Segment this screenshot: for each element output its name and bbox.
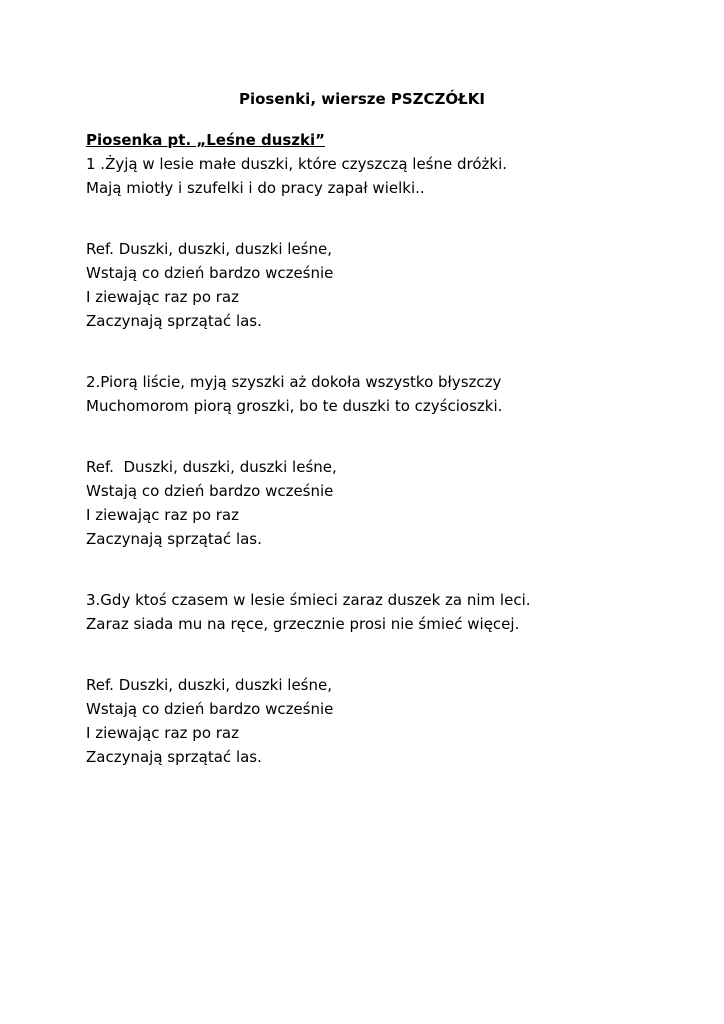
stanza-line: I ziewając raz po raz [86,724,239,742]
stanza-gap [86,333,686,370]
stanza-line: 3.Gdy ktoś czasem w lesie śmieci zaraz duszek za nim leci. [86,591,531,609]
stanza-line: Ref. Duszki, duszki, duszki leśne, [86,458,337,476]
stanza-gap [86,200,686,237]
stanza-line: Wstają co dzień bardzo wcześnie [86,482,334,500]
stanza-gap [86,418,686,455]
stanza-line: Ref. Duszki, duszki, duszki leśne, [86,240,332,258]
stanza-gap [86,551,686,588]
song-title: Piosenka pt. „Leśne duszki” [86,131,326,149]
document-title: Piosenki, wiersze PSZCZÓŁKI [238,90,486,108]
stanza-line: Wstają co dzień bardzo wcześnie [86,264,334,282]
song-content [86,128,686,769]
stanza-line: I ziewając raz po raz [86,506,239,524]
stanza-line: Muchomorom piorą groszki, bo te duszki to czyścioszki. [86,397,503,415]
refrain-1 [86,237,686,333]
refrain-2 [86,455,686,551]
stanza-line: Zaczynają sprzątać las. [86,312,262,330]
stanza-line: Ref. Duszki, duszki, duszki leśne, [86,676,332,694]
refrain-3 [86,673,686,769]
stanza-1 [86,152,686,200]
stanza-line: Mają miotły i szufelki i do pracy zapał wielki.. [86,179,425,197]
stanza-line: 1 .Żyją w lesie małe duszki, które czyszczą leśne dróżki. [86,155,508,173]
stanza-line: 2.Piorą liście, myją szyszki aż dokoła wszystko błyszczy [86,373,502,391]
stanza-line: Zaraz siada mu na ręce, grzecznie prosi nie śmieć więcej. [86,615,520,633]
stanza-gap [86,636,686,673]
stanza-line: Zaczynają sprzątać las. [86,748,262,766]
stanza-2 [86,370,686,418]
stanza-3 [86,588,686,636]
stanza-line: Wstają co dzień bardzo wcześnie [86,700,334,718]
stanza-line: Zaczynają sprzątać las. [86,530,262,548]
stanza-line: I ziewając raz po raz [86,288,239,306]
